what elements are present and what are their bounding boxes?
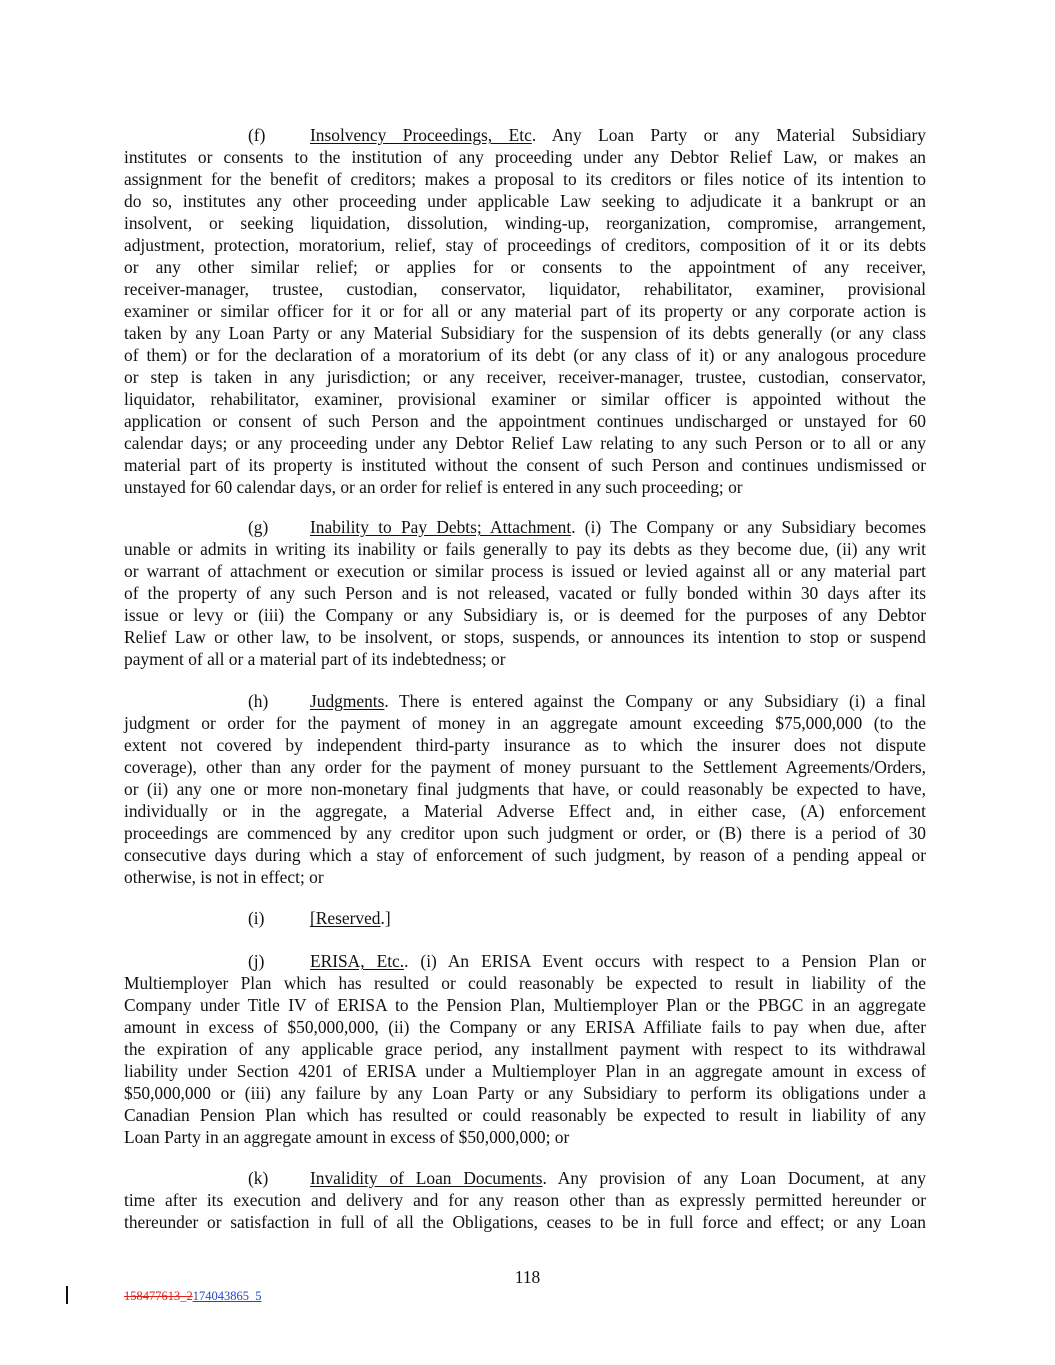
paragraph-line: institutes or consents to the institution of any proceeding under any Debtor Relief Law, or makes an (124, 147, 926, 167)
section-heading: Insolvency Proceedings, Etc (310, 125, 532, 145)
paragraph-line: $50,000,000 or (iii) any failure by any Loan Party or any Subsidiary to perform its obligations under a (124, 1083, 926, 1103)
section-heading: Inability to Pay Debts; Attachment (310, 517, 572, 537)
paragraph-line: receiver-manager, trustee, custodian, conservator, liquidator, rehabilitator, examiner, provisional (124, 279, 926, 299)
paragraph-line: unable or admits in writing its inability or fails generally to pay its debts as they become due, (ii) any writ (124, 539, 926, 559)
section-h-first-line: (h) Judgments. There is entered against the Company or any Subsidiary (i) a final (248, 691, 926, 711)
paragraph-line: or warrant of attachment or execution or similar process is issued or levied against all or any material part (124, 561, 926, 581)
paragraph-line: proceedings are commenced by any creditor upon such judgment or order, or (B) there is a period of 30 (124, 823, 926, 843)
paragraph-line: issue or levy or (iii) the Company or any Subsidiary is, or is deemed for the purposes of any Debtor (124, 605, 926, 625)
paragraph-line: taken by any Loan Party or any Material Subsidiary for the suspension of its debts generally (or any class (124, 323, 926, 343)
section-label: (k) (248, 1168, 269, 1188)
paragraph-line: individually or in the aggregate, a Material Adverse Effect and, in either case, (A) enforcement (124, 801, 926, 821)
paragraph-line: thereunder or satisfaction in full of all the Obligations, ceases to be in full force and effect; or any Loan (124, 1212, 926, 1232)
paragraph-line: amount in excess of $50,000,000, (ii) the Company or any ERISA Affiliate fails to pay when due, after (124, 1017, 926, 1037)
paragraph-last-line: unstayed for 60 calendar days, or an order for relief is entered in any such proceeding; or (124, 477, 743, 497)
document-id-inserted: 174043865_5 (192, 1289, 262, 1303)
paragraph-line: examiner or similar officer for it or for all or any material part of its property or any corporate action is (124, 301, 926, 321)
paragraph-line: Company under Title IV of ERISA to the Pension Plan, Multiemployer Plan or the PBGC in an aggregate (124, 995, 926, 1015)
paragraph-line: insolvent, or seeking liquidation, dissolution, winding-up, reorganization, compromise, arrangement, (124, 213, 926, 233)
paragraph-line: material part of its property is instituted without the consent of such Person and continues undismissed or (124, 455, 926, 475)
section-heading: Judgments (310, 691, 385, 711)
section-k-first-line: (k) Invalidity of Loan Documents. Any provision of any Loan Document, at any (248, 1168, 926, 1188)
section-label: (f) (248, 125, 266, 145)
paragraph-line: assignment for the benefit of creditors; makes a proposal to its creditors or files notice of its intention to (124, 169, 926, 189)
paragraph-line: of the property of any such Person and is not released, vacated or fully bonded within 30 days after its (124, 583, 926, 603)
document-id (124, 1288, 262, 1304)
section-i-first-line: (i) [Reserved.] (248, 908, 391, 928)
paragraph-line: judgment or order for the payment of money in an aggregate amount exceeding $75,000,000 (to the (124, 713, 926, 733)
paragraph-last-line: otherwise, is not in effect; or (124, 867, 324, 887)
section-j-first-line: (j) ERISA, Etc.. (i) An ERISA Event occurs with respect to a Pension Plan or (248, 951, 926, 971)
section-label: (j) (248, 951, 265, 971)
paragraph-line: Relief Law or other law, to be insolvent, or stops, suspends, or announces its intention to stop or suspend (124, 627, 926, 647)
paragraph-line: or (ii) any one or more non-monetary final judgments that have, or could reasonably be expected to have, (124, 779, 926, 799)
section-heading: ERISA, Etc. (310, 951, 405, 971)
section-heading: [Reserved (310, 908, 381, 928)
paragraph-line: or step is taken in any jurisdiction; or any receiver, receiver-manager, trustee, custodian, conservator, (124, 367, 926, 387)
section-f-first-line: (f) Insolvency Proceedings, Etc. Any Loan Party or any Material Subsidiary (248, 125, 926, 145)
paragraph-last-line: Loan Party in an aggregate amount in excess of $50,000,000; or (124, 1127, 570, 1147)
section-label: (i) (248, 908, 265, 928)
section-label: (g) (248, 517, 269, 537)
paragraph-line: of them) or for the declaration of a moratorium of its debt (or any class of it) or any analogous procedure (124, 345, 926, 365)
paragraph-line: adjustment, protection, moratorium, relief, stay of proceedings of creditors, composition of it or its debts (124, 235, 926, 255)
paragraph-line: or any other similar relief; or applies for or consents to the appointment of any receiver, (124, 257, 926, 277)
paragraph-line: application or consent of such Person and the appointment continues undischarged or unstayed for 60 (124, 411, 926, 431)
section-heading: Invalidity of Loan Documents (310, 1168, 543, 1188)
paragraph-line: coverage), other than any order for the payment of money pursuant to the Settlement Agreements/Orders, (124, 757, 926, 777)
paragraph-last-line: payment of all or a material part of its indebtedness; or (124, 649, 506, 669)
paragraph-line: time after its execution and delivery and for any reason other than as expressly permitted hereunder or (124, 1190, 926, 1210)
paragraph-line: liquidator, rehabilitator, examiner, provisional examiner or similar officer is appointed without the (124, 389, 926, 409)
paragraph-line: liability under Section 4201 of ERISA under a Multiemployer Plan in an aggregate amount in excess of (124, 1061, 926, 1081)
section-g-first-line: (g) Inability to Pay Debts; Attachment. (i) The Company or any Subsidiary becomes (248, 517, 926, 537)
paragraph-line: do so, institutes any other proceeding under applicable Law seeking to adjudicate it a bankrupt or an (124, 191, 926, 211)
document-id-deleted: 158477613_2 (124, 1289, 193, 1303)
paragraph-line: Canadian Pension Plan which has resulted or could reasonably be expected to result in liability of any (124, 1105, 926, 1125)
section-label: (h) (248, 691, 269, 711)
revision-change-bar (66, 1286, 68, 1304)
page-number: 118 (514, 1267, 541, 1287)
paragraph-line: calendar days; or any proceeding under any Debtor Relief Law relating to any such Person or to all or any (124, 433, 926, 453)
paragraph-line: Multiemployer Plan which has resulted or could reasonably be expected to result in liability of the (124, 973, 926, 993)
paragraph-line: extent not covered by independent third-party insurance as to which the insurer does not dispute (124, 735, 926, 755)
paragraph-line: consecutive days during which a stay of enforcement of such judgment, by reason of a pending appeal or (124, 845, 926, 865)
paragraph-line: the expiration of any applicable grace period, any installment payment with respect to its withdrawal (124, 1039, 926, 1059)
